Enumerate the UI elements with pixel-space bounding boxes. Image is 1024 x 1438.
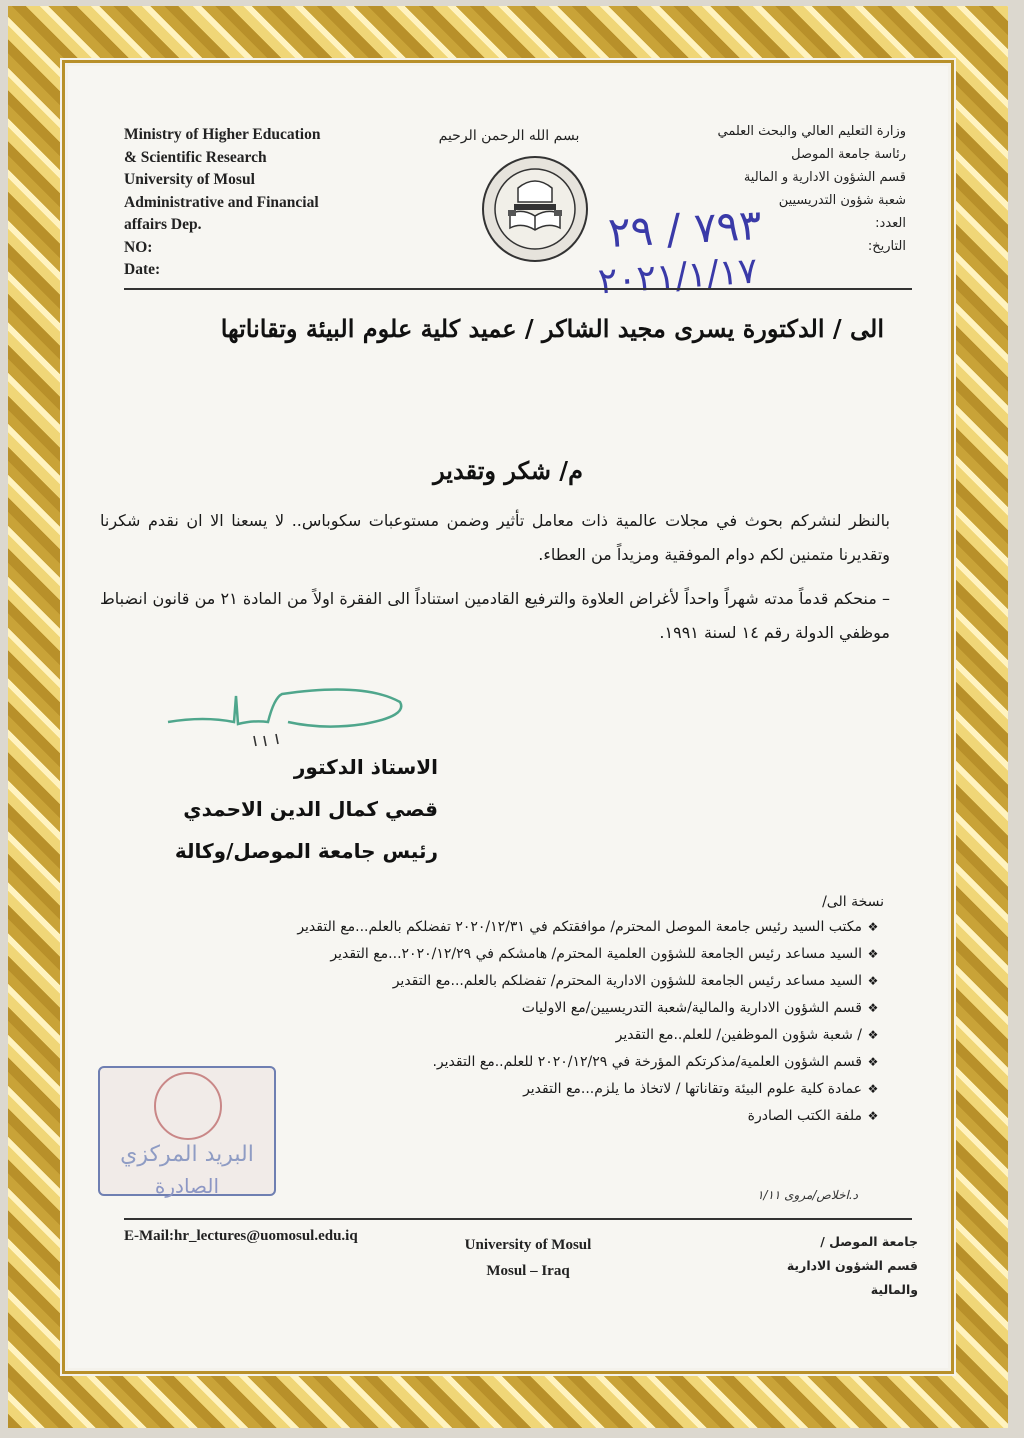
diamond-bullet-icon: ❖ <box>867 947 879 961</box>
stamp-line-2: الصادرة <box>154 1174 220 1198</box>
ar-date-label: التاريخ: <box>867 239 906 254</box>
typist-initials: د.اخلاص/مروى ١/١١ <box>756 1188 858 1202</box>
en-number-label: NO: <box>124 238 153 256</box>
diamond-bullet-icon: ❖ <box>867 920 879 934</box>
recipient-line: الى / الدكتورة يسرى مجيد الشاكر / عميد كلية علوم البيئة وتقاناتها <box>220 314 884 343</box>
list-item: ❖/ شعبة شؤون الموظفين/ للعلم..مع التقدير <box>104 1022 884 1049</box>
diamond-bullet-icon: ❖ <box>867 974 879 988</box>
university-seal-icon <box>480 154 590 264</box>
signatory-position: رئيس جامعة الموصل/وكالة <box>174 839 438 863</box>
diamond-bullet-icon: ❖ <box>867 1028 879 1042</box>
diamond-bullet-icon: ❖ <box>867 1055 879 1069</box>
list-item: ❖السيد مساعد رئيس الجامعة للشؤون العلمية المحترم/ هامشكم في ٢٠٢٠/١٢/٢٩...مع التقدير <box>104 941 884 968</box>
signature-block <box>158 746 438 872</box>
document-page <box>68 66 948 1368</box>
ar-presidency: رئاسة جامعة الموصل <box>791 147 906 162</box>
presidency-seal-icon <box>154 1072 222 1140</box>
ar-number-label: العدد: <box>875 216 906 231</box>
basmala: بسم الله الرحمن الرحيم <box>438 128 580 144</box>
ar-department: قسم الشؤون الادارية و المالية <box>743 170 906 185</box>
en-department-line1: Administrative and Financial <box>124 193 319 211</box>
stamp-line-1: البريد المركزي <box>120 1142 254 1167</box>
diamond-bullet-icon: ❖ <box>867 1109 879 1123</box>
list-item: ❖قسم الشؤون الادارية والمالية/شعبة التدريسيين/مع الاوليات <box>104 995 884 1022</box>
handwritten-date: ٢٠٢١/١/١٧ <box>596 250 759 303</box>
english-letterhead <box>124 124 414 282</box>
footer-address <box>428 1232 628 1284</box>
list-item: ❖عمادة كلية علوم البيئة وتقاناتها / لاتخاذ ما يلزم...مع التقدير <box>104 1076 884 1103</box>
ar-section: شعبة شؤون التدريسيين <box>778 193 906 208</box>
body-paragraph-1: بالنظر لنشركم بحوث في مجلات عالمية ذات معامل تأثير وضمن مستوعبات سكوباس.. لا يسعنا الا ان نقدم شكرنا وتقديرنا متمنين لكم دوام الموفقية ومزيداً من العطاء. <box>100 511 890 564</box>
signatory-name: قصي كمال الدين الاحمدي <box>183 797 438 821</box>
list-item: ❖مكتب السيد رئيس جامعة الموصل المحترم/ موافقتكم في ٢٠٢٠/١٢/٣١ تفضلكم بالعلم...مع التقدير <box>104 914 884 941</box>
footer-ar-line3: والمالية <box>870 1282 918 1297</box>
central-mail-stamp <box>98 1066 276 1196</box>
diamond-bullet-icon: ❖ <box>867 1001 879 1015</box>
en-ministry-line2: & Scientific Research <box>124 148 267 166</box>
copies-title: نسخة الى/ <box>822 894 884 910</box>
signature-mark-icon <box>164 676 424 756</box>
en-department-line2: affairs Dep. <box>124 216 202 233</box>
subject-line: م/ شكر وتقدير <box>433 456 583 485</box>
footer-university: University of Mosul <box>464 1237 592 1253</box>
footer-divider <box>124 1218 912 1220</box>
ar-ministry: وزارة التعليم العالي والبحث العلمي <box>717 124 906 139</box>
en-university: University of Mosul <box>124 171 255 188</box>
footer-arabic-address <box>758 1230 918 1302</box>
footer-ar-line2: قسم الشؤون الادارية <box>786 1258 918 1273</box>
signatory-title: الاستاذ الدكتور <box>293 755 438 779</box>
en-date-label: Date: <box>124 261 161 278</box>
header-divider <box>124 288 912 290</box>
list-item: ❖ملفة الكتب الصادرة <box>104 1103 884 1130</box>
handwritten-reference-number: ٧٩٣ / ٢٩ <box>606 200 763 257</box>
document-frame <box>8 6 1008 1428</box>
list-item: ❖قسم الشؤون العلمية/مذكرتكم المؤرخة في ٢٠٢٠/١٢/٢٩ للعلم..مع التقدير. <box>104 1049 884 1076</box>
diamond-bullet-icon: ❖ <box>867 1082 879 1096</box>
footer-ar-line1: جامعة الموصل / <box>820 1234 918 1249</box>
list-item: ❖السيد مساعد رئيس الجامعة للشؤون الادارية المحترم/ تفضلكم بالعلم...مع التقدير <box>104 968 884 995</box>
body-paragraph-2: – منحكم قدماً مدته شهراً واحداً لأغراض العلاوة والترفيع القادمين استناداً الى الفقرة اولاً من المادة ٢١ من قانون انضباط موظفي الدولة رقم ١٤ لسنة ١٩٩١. <box>100 589 891 642</box>
footer-email: E-Mail:hr_lectures@uomosul.edu.iq <box>124 1228 358 1244</box>
en-ministry-line1: Ministry of Higher Education <box>124 126 321 143</box>
footer-city: Mosul – Iraq <box>486 1263 570 1279</box>
